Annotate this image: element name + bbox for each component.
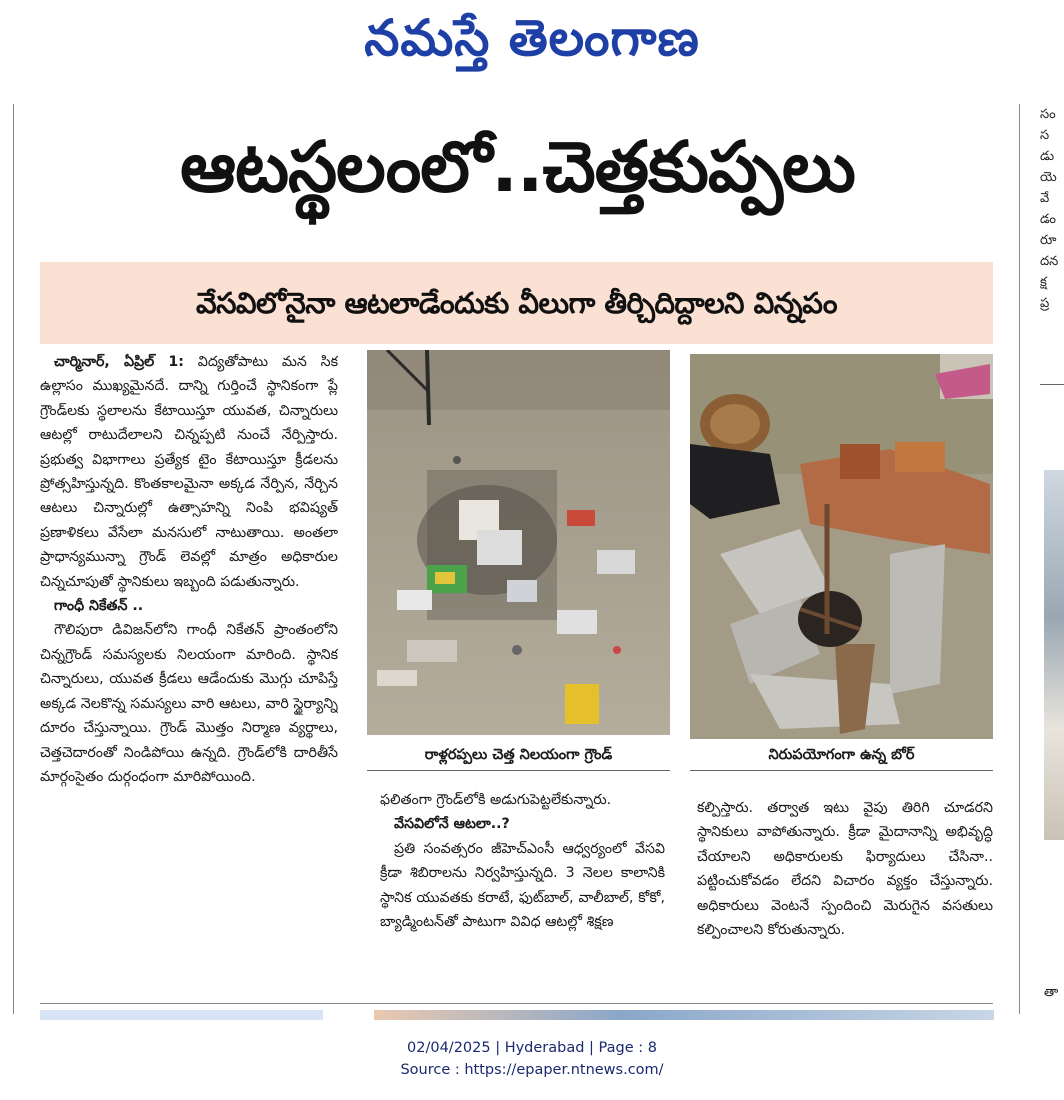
fragment-line: డు [1040,149,1055,164]
fragment-line: దన [1040,254,1059,269]
fragment-line: సం [1040,107,1056,122]
article-dateline: చార్మినార్, ఏప్రిల్ 1: [54,354,184,370]
article-column-3 [697,796,993,988]
borewell-image [690,354,993,739]
fragment-line: స [1040,128,1050,143]
fragment-line: యె [1040,170,1057,185]
fragment-line: రూ [1040,233,1057,248]
article-column-2 [380,788,665,988]
photo-garbage-ground [367,350,670,735]
photo-caption-garbage: రాళ్లరప్పలు చెత్త నిలయంగా గ్రౌండ్ [367,740,670,771]
adjacent-article-fragment [1040,104,1064,314]
article-headline: ఆటస్థలంలో..చెత్తకుప్పలు [180,126,855,208]
subheadline-band [40,262,993,344]
column-2-paragraph-2: ప్రతి సంవత్సరం జీహెచ్‌ఎంసీ ఆధ్వర్యంలో వేసవి క్రీడా శిబిరాలను నిర్వహిస్తున్నది. 3 నెలల కాలానికి స్థానిక యువతకు కరాటే, ఫుట్‌బాల్, వాలీబాల్, కోకో, బ్యాడ్మింటన్‌తో పాటుగా వివిధ ఆటల్లో శిక్షణ [380,840,665,931]
left-column-rule [13,104,14,1014]
newspaper-masthead [0,8,1064,80]
fragment-line: ప్ర [1040,296,1050,311]
footer-source: Source : https://epaper.ntnews.com/ [400,1062,664,1078]
photo-caption-borewell: నిరుపయోగంగా ఉన్న బోర్ [690,740,993,771]
fragment-line: క్ష [1040,275,1047,290]
article-subheadline: వేసవిలోనైనా ఆటలాడేందుకు వీలుగా తీర్చిదిద్దాలని విన్నపం [195,286,838,320]
article-column-1 [40,350,338,990]
section-subhead-summer: వేసవిలోనే ఆటలా..? [394,816,510,833]
column-1-text-1: విద్యతోపాటు మన సిక ఉల్లాసం ముఖ్యమైనదే. దాన్ని గుర్తించే స్థానికంగా ప్లే గ్రౌండ్‌లకు స్థలాలను కేటాయిస్తూ యువత, చిన్నారులు ఆటల్లో రాటుదేలాలని చిన్నప్పటి నుంచే నేర్పిస్తారు. ప్రభుత్వ విభాగాలు ప్రత్యేక టైం కేటాయిస్తూ క్రీడలను ప్రోత్సహిస్తున్నది. కొంతకాలమైనా అక్కడ నేర్పిన, నేర్చిన ఆటలు చిన్నారుల్లో ఉత్సాహన్ని నింపి భవిష్యత్ ప్రణాళికలు వేసేలా మనసులో నాటుతాయి. అంతలా ప్రాధాన్యమున్నా గ్రౌండ్ లెవల్లో మాత్రం అధికారుల చిన్నచూపుతో స్థానికులు ఇబ్బంది పడుతున్నారు. [40,354,338,590]
article-bottom-rule [40,1003,993,1004]
garbage-ground-image [367,350,670,735]
fragment-line: వే [1040,191,1050,206]
next-article-band-left [40,1010,323,1020]
right-column-rule [1019,104,1020,1014]
column-2-paragraph-1: ఫలితంగా గ్రౌండ్‌లోకి అడుగుపెట్టలేకున్నారు. [380,792,612,808]
adjacent-rule [1040,384,1064,385]
fragment-line: డం [1040,212,1057,227]
adjacent-bottom-letter: తా [1044,985,1059,1000]
masthead-title: నమస్తే తెలంగాణ [364,8,700,67]
column-3-paragraph-1: కల్పిస్తారు. తర్వాత ఇటు వైపు తిరిగి చూడరని స్థానికులు వాపోతున్నారు. క్రీడా మైదానాన్ని అభివృద్ధి చేయాలని అధికారులకు ఫిర్యాదులు చేసినా.. పట్టించుకోవడం లేదని విచారం వ్యక్తం చేస్తున్నారు. అధికారులు వెంటనే స్పందించి మెరుగైన వసతులు కల్పించాలని కోరుతున్నారు. [697,800,993,939]
section-subhead-gandhi-niketan: గాంధీ నికేతన్ .. [54,598,144,615]
photo-unused-borewell [690,354,993,739]
adjacent-photo-fragment [1044,470,1064,840]
next-article-band-right [374,1010,994,1020]
column-1-paragraph-1 [40,350,338,594]
footer-edition-info: 02/04/2025 | Hyderabad | Page : 8 [407,1040,657,1056]
column-1-paragraph-2: గౌలిపురా డివిజన్‌లోని గాంధీ నికేతన్ ప్రాంతంలోని చిన్నగ్రౌండ్ సమస్యలకు నిలయంగా మారింది. స్థానిక చిన్నారులు, యువత క్రీడలు ఆడేందుకు మొగ్గు చూపిస్తే అక్కడ నెలకొన్న సమస్యలు వారి ఆటలు, వారి స్థైర్యాన్ని దూరం చేస్తున్నాయి. గ్రౌండ్ మొత్తం నిర్మాణ వ్యర్థాలు, చెత్తచెదారంతో నిండిపోయి ఉన్నది. గ్రౌండ్‌లోకి దారితీసే మార్గంసైతం దుర్గంధంగా మారిపోయింది. [40,622,338,785]
